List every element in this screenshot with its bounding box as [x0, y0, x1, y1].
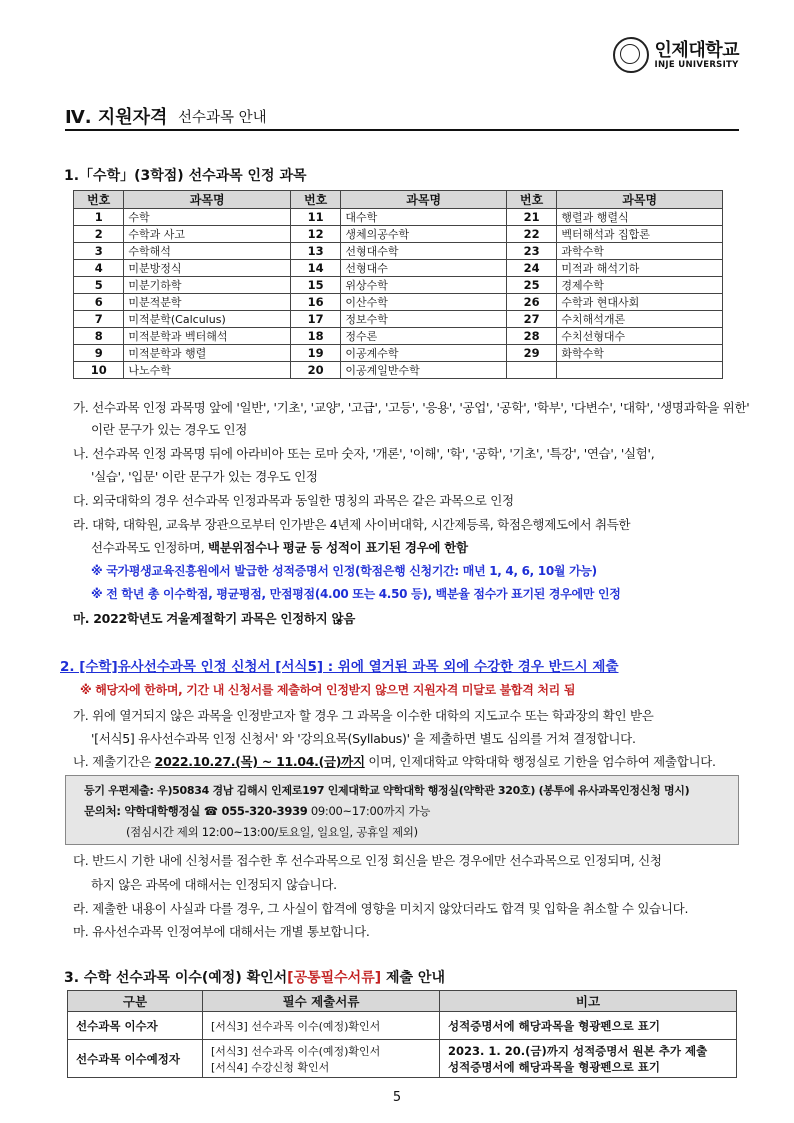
course-number: 28 — [506, 328, 556, 345]
course-number: 21 — [506, 209, 556, 226]
course-name: 미적분학과 벡터해석 — [124, 328, 291, 345]
col-header-name: 과목명 — [557, 191, 723, 209]
submission-info-box — [65, 775, 739, 845]
course-number: 19 — [290, 345, 340, 362]
table-row — [68, 1040, 737, 1078]
course-number: 25 — [506, 277, 556, 294]
course-number: 14 — [290, 260, 340, 277]
course-name: 행렬과 행렬식 — [557, 209, 723, 226]
course-number: 11 — [290, 209, 340, 226]
course-name: 미적분학(Calculus) — [124, 311, 291, 328]
course-name: 경제수학 — [557, 277, 723, 294]
course-name: 선형대수 — [341, 260, 507, 277]
course-name: 화학수학 — [557, 345, 723, 362]
table-row — [74, 260, 723, 277]
row-doc: [서식3] 선수과목 이수(예정)확인서 — [203, 1012, 440, 1040]
course-name: 미분방정식 — [124, 260, 291, 277]
col-header-no: 번호 — [506, 191, 556, 209]
row-note: 성적증명서에 해당과목을 형광펜으로 표기 — [440, 1012, 737, 1040]
col-header-note: 비고 — [440, 991, 737, 1012]
section2-warning: ※ 해당자에 한하며, 기간 내 신청서를 제출하여 인정받지 않으면 지원자격 미달로 불합격 처리 됨 — [80, 683, 576, 697]
table-row — [74, 243, 723, 260]
course-number: 27 — [506, 311, 556, 328]
note-ra-line2-plain: 선수과목도 인정하며, — [91, 540, 208, 555]
course-number: 8 — [74, 328, 124, 345]
course-number: 3 — [74, 243, 124, 260]
course-name: 수치선형대수 — [557, 328, 723, 345]
chapter-subtitle: 선수과목 안내 — [178, 110, 267, 126]
course-name: 미분기하학 — [124, 277, 291, 294]
table-header-row — [68, 991, 737, 1012]
row-note-2: 성적증명서에 해당과목을 형광펜으로 표기 — [448, 1059, 660, 1074]
contact-exceptions: (점심시간 제외 12:00~13:00/토요일, 일요일, 공휴일 제외) — [126, 825, 418, 839]
section2-na — [73, 752, 716, 770]
course-name: 이공계수학 — [341, 345, 507, 362]
section2-ma: 마. 유사선수과목 인정여부에 대해서는 개별 통보합니다. — [73, 924, 370, 939]
course-name: 위상수학 — [341, 277, 507, 294]
note-da: 다. 외국대학의 경우 선수과목 인정과목과 동일한 명칭의 과목은 같은 과목으로 인정 — [73, 493, 514, 508]
section3-title — [64, 967, 445, 987]
course-number — [506, 362, 556, 379]
course-name: 대수학 — [341, 209, 507, 226]
row-docs — [203, 1040, 440, 1078]
section2-ga-line2: '[서식5] 유사선수과목 인정 신청서' 와 '강의요목(Syllabus)' 을 제출하면 별도 심의를 거쳐 결정합니다. — [91, 731, 636, 746]
course-number: 7 — [74, 311, 124, 328]
course-name: 이공계일반수학 — [341, 362, 507, 379]
note-na-line1: 나. 선수과목 인정 과목명 뒤에 아라비아 또는 로마 숫자, '개론', '이해', '학', '공학', '기초', '특강', '연습', '실험', — [73, 446, 655, 461]
section2-ga-line1: 가. 위에 열거되지 않은 과목을 인정받고자 할 경우 그 과목을 이수한 대학의 지도교수 또는 학과장의 확인 받은 — [73, 708, 654, 723]
recognized-courses-table — [73, 190, 723, 379]
submission-period: 2022.10.27.(목) ~ 11.04.(금)까지 — [154, 754, 365, 769]
course-number: 4 — [74, 260, 124, 277]
col-header-name: 과목명 — [341, 191, 507, 209]
table-row — [74, 328, 723, 345]
section2-da-line1: 다. 반드시 기한 내에 신청서를 접수한 후 선수과목으로 인정 회신을 받은 경우에만 선수과목으로 인정되며, 신청 — [73, 853, 662, 868]
col-header-kind: 구분 — [68, 991, 203, 1012]
contact-line — [84, 803, 430, 819]
section2-na-suffix: 이며, 인제대학교 약학대학 행정실로 기한을 엄수하여 제출합니다. — [364, 754, 716, 769]
course-number: 13 — [290, 243, 340, 260]
row-doc-1: [서식3] 선수과목 이수(예정)확인서 — [211, 1044, 381, 1058]
note-ra-line1: 라. 대학, 대학원, 교육부 장관으로부터 인가받은 4년제 사이버대학, 시간제등록, 학점은행제도에서 취득한 — [73, 517, 631, 532]
course-name: 수치해석개론 — [557, 311, 723, 328]
course-name: 벡터해석과 집합론 — [557, 226, 723, 243]
course-name — [557, 362, 723, 379]
course-number: 6 — [74, 294, 124, 311]
col-header-no: 번호 — [290, 191, 340, 209]
note-ra-line2 — [91, 538, 468, 556]
course-name: 과학수학 — [557, 243, 723, 260]
note-ra-grade-requirement: ※ 전 학년 총 이수학점, 평균평점, 만점평점(4.00 또는 4.50 등), 백분율 점수가 표기된 경우에만 인정 — [91, 587, 621, 601]
course-number: 2 — [74, 226, 124, 243]
course-number: 5 — [74, 277, 124, 294]
course-number: 29 — [506, 345, 556, 362]
course-name: 미적분학과 행렬 — [124, 345, 291, 362]
section2-ra: 라. 제출한 내용이 사실과 다를 경우, 그 사실이 합격에 영향을 미치지 않았더라도 합격 및 입학을 취소할 수 있습니다. — [73, 901, 689, 916]
course-number: 20 — [290, 362, 340, 379]
course-name: 선형대수학 — [341, 243, 507, 260]
section3-title-tag: [공통필수서류] — [287, 970, 382, 986]
section1-title: 1.「수학」(3학점) 선수과목 인정 과목 — [64, 168, 307, 184]
course-number: 16 — [290, 294, 340, 311]
contact-hours: 09:00~17:00까지 가능 — [307, 804, 431, 818]
course-number: 10 — [74, 362, 124, 379]
course-number: 26 — [506, 294, 556, 311]
col-header-no: 번호 — [74, 191, 124, 209]
table-row — [74, 209, 723, 226]
row-note-1: 2023. 1. 20.(금)까지 성적증명서 원본 추가 제출 — [448, 1043, 708, 1058]
table-row — [74, 345, 723, 362]
university-seal-icon — [613, 37, 649, 73]
section2-na-prefix: 나. 제출기간은 — [73, 754, 155, 769]
course-name: 정수론 — [341, 328, 507, 345]
confirmation-docs-table — [67, 990, 737, 1078]
chapter-divider — [65, 129, 739, 131]
course-number: 17 — [290, 311, 340, 328]
course-name: 수학 — [124, 209, 291, 226]
table-row — [74, 294, 723, 311]
course-name: 수학과 현대사회 — [557, 294, 723, 311]
col-header-docs: 필수 제출서류 — [203, 991, 440, 1012]
course-name: 이산수학 — [341, 294, 507, 311]
course-name: 생체의공수학 — [341, 226, 507, 243]
section2-title: 2. [수학]유사선수과목 인정 신청서 [서식5] : 위에 열거된 과목 외에 수강한 경우 반드시 제출 — [60, 659, 619, 675]
note-na-line2: '실습', '입문' 이란 문구가 있는 경우도 인정 — [91, 469, 318, 484]
row-notes — [440, 1040, 737, 1078]
course-number: 24 — [506, 260, 556, 277]
course-name: 수학과 사고 — [124, 226, 291, 243]
table-row — [74, 311, 723, 328]
table-header-row — [74, 191, 723, 209]
table-row — [74, 277, 723, 294]
contact-label: 문의처: 약학대학행정실 ☎ 055-320-3939 — [84, 804, 308, 818]
table-row — [74, 362, 723, 379]
col-header-name: 과목명 — [124, 191, 291, 209]
course-number: 18 — [290, 328, 340, 345]
course-name: 미적과 해석기하 — [557, 260, 723, 277]
university-logo — [613, 37, 739, 73]
course-name: 나노수학 — [124, 362, 291, 379]
note-ga-line1: 가. 선수과목 인정 과목명 앞에 '일반', '기초', '교양', '고급', '고등', '응용', '공업', '공학', '학부', '다변수', '대학', '생명과학을 위한' — [73, 400, 750, 415]
note-ra-credit-bank: ※ 국가평생교육진흥원에서 발급한 성적증명서 인정(학점은행 신청기간: 매년 1, 4, 6, 10월 가능) — [91, 564, 597, 578]
row-kind: 선수과목 이수예정자 — [68, 1040, 203, 1078]
course-name: 수학해석 — [124, 243, 291, 260]
page-number: 5 — [392, 1090, 402, 1105]
university-name-en: INJE UNIVERSITY — [654, 59, 739, 70]
course-number: 1 — [74, 209, 124, 226]
course-name: 정보수학 — [341, 311, 507, 328]
course-number: 23 — [506, 243, 556, 260]
table-row — [74, 226, 723, 243]
section3-title-end: 제출 안내 — [381, 970, 445, 986]
row-kind: 선수과목 이수자 — [68, 1012, 203, 1040]
course-number: 9 — [74, 345, 124, 362]
university-name-ko: 인제대학교 — [654, 39, 739, 61]
note-ma: 마. 2022학년도 겨울계절학기 과목은 인정하지 않음 — [73, 611, 356, 626]
row-doc-2: [서식4] 수강신청 확인서 — [211, 1060, 330, 1074]
course-number: 22 — [506, 226, 556, 243]
note-ra-line2-bold: 백분위점수나 평균 등 성적이 표기된 경우에 한함 — [208, 540, 468, 555]
course-name: 미분적분학 — [124, 294, 291, 311]
section3-title-main: 3. 수학 선수과목 이수(예정) 확인서 — [64, 970, 288, 986]
course-number: 12 — [290, 226, 340, 243]
table-row — [68, 1012, 737, 1040]
course-number: 15 — [290, 277, 340, 294]
section2-da-line2: 하지 않은 과목에 대해서는 인정되지 않습니다. — [91, 877, 337, 892]
chapter-title: Ⅳ. 지원자격 — [65, 107, 168, 128]
note-ga-line2: 이란 문구가 있는 경우도 인정 — [91, 422, 247, 437]
mail-address: 등기 우편제출: 우)50834 경남 김해시 인제로197 인제대학교 약학대학 행정실(약학관 320호) (봉투에 유사과목인정신청 명시) — [84, 784, 690, 797]
